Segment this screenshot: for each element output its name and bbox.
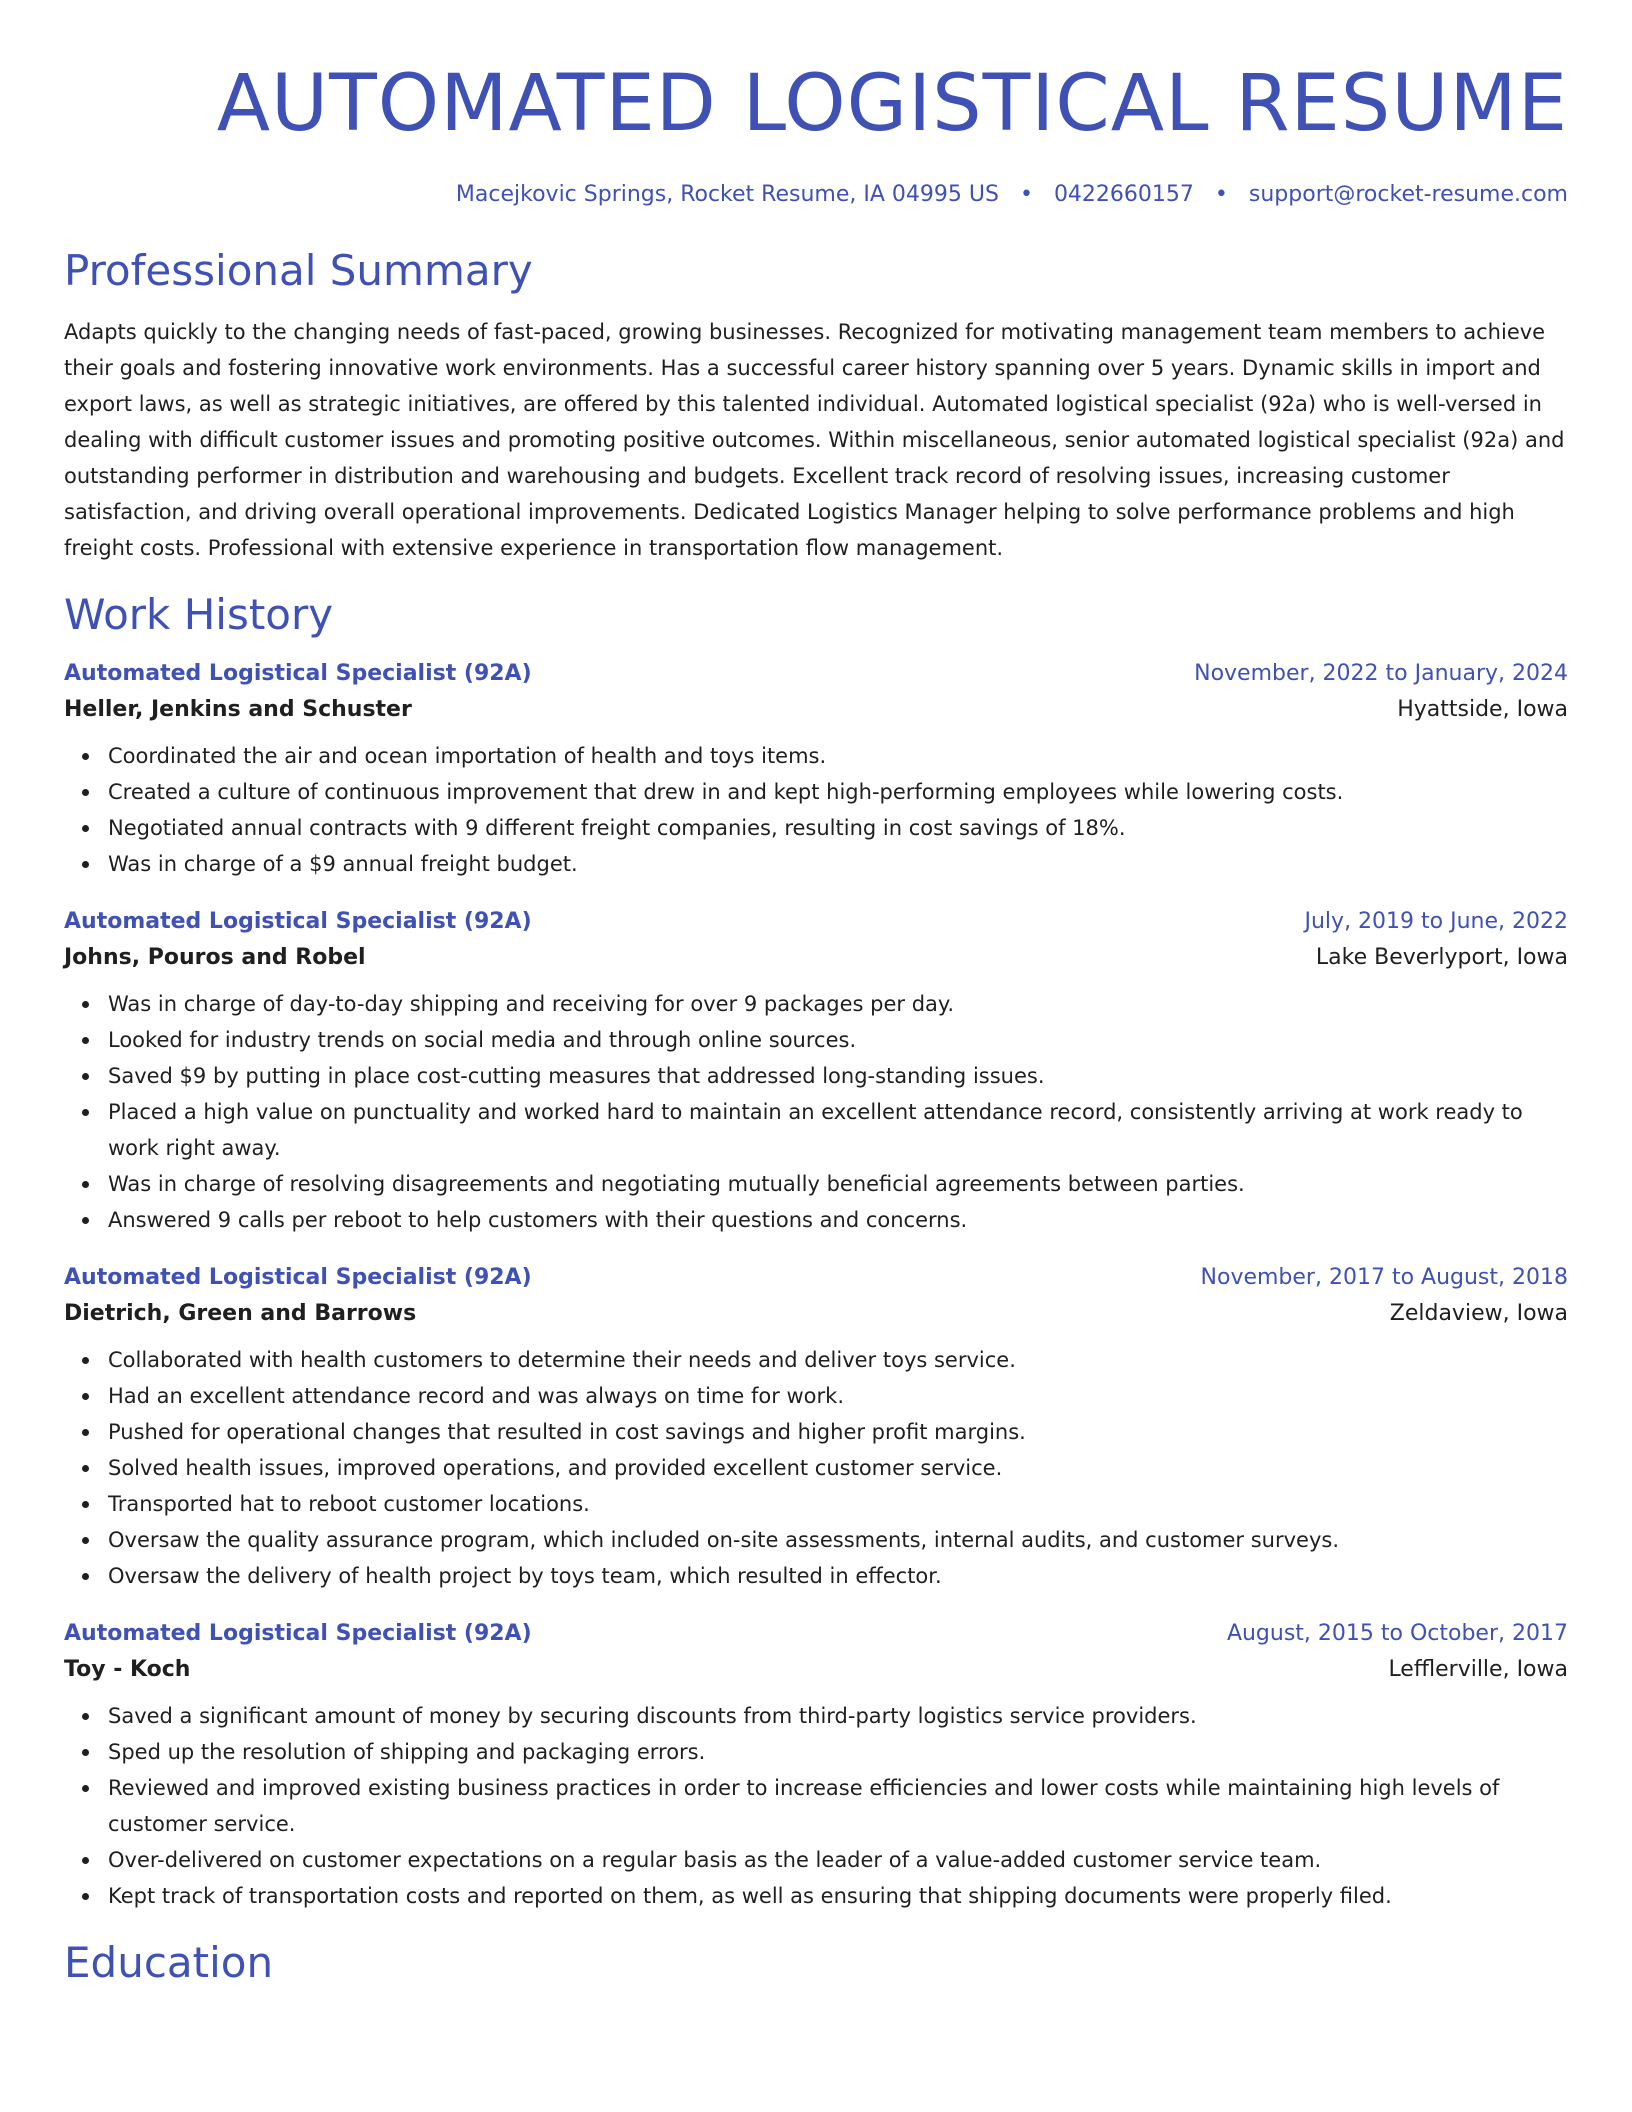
- job-bullet: Reviewed and improved existing business practices in order to increase efficiencies and lower costs while maintaining high levels of customer service.: [108, 1770, 1568, 1842]
- summary-heading: Professional Summary: [64, 246, 533, 295]
- job-location: Zeldaview, Iowa: [1389, 1301, 1568, 1326]
- job-bullet: Had an excellent attendance record and was always on time for work.: [108, 1378, 1568, 1414]
- job-title: Automated Logistical Specialist (92A): [64, 1265, 532, 1290]
- job-bullet: Saved a significant amount of money by securing discounts from third-party logistics service providers.: [108, 1698, 1568, 1734]
- job-title: Automated Logistical Specialist (92A): [64, 661, 532, 686]
- job-company: Heller, Jenkins and Schuster: [64, 697, 412, 722]
- job-bullet: Was in charge of a $9 annual freight budget.: [108, 846, 1568, 882]
- job-company: Johns, Pouros and Robel: [64, 945, 366, 970]
- job-header-row: [64, 904, 1568, 940]
- summary-text: Adapts quickly to the changing needs of fast-paced, growing businesses. Recognized for motivating management team members to achieve their goals and fostering innovative work environments. Has a successful career history spanning over 5 years. Dynamic skills in import and export laws, as well as strategic initiatives, are offered by this talented individual. Automated logistical specialist (92a) who is well-versed in dealing with difficult customer issues and promoting positive outcomes. Within miscellaneous, senior automated logistical specialist (92a) and outstanding performer in distribution and warehousing and budgets. Excellent track record of resolving issues, increasing customer satisfaction, and driving overall operational improvements. Dedicated Logistics Manager helping to solve performance problems and high freight costs. Professional with extensive experience in transportation flow management.: [64, 320, 1565, 560]
- job-dates: August, 2015 to October, 2017: [1226, 1621, 1568, 1646]
- job-bullet: Solved health issues, improved operations, and provided excellent customer service.: [108, 1450, 1568, 1486]
- job-bullets: [64, 1342, 1568, 1594]
- job-entry: [64, 1260, 1568, 1594]
- job-bullet: Sped up the resolution of shipping and packaging errors.: [108, 1734, 1568, 1770]
- job-bullet: Over-delivered on customer expectations on a regular basis as the leader of a value-added customer service team.: [108, 1842, 1568, 1878]
- job-company-row: [64, 692, 1568, 728]
- job-bullet: Kept track of transportation costs and reported on them, as well as ensuring that shipping documents were properly filed.: [108, 1878, 1568, 1914]
- job-company-row: [64, 1652, 1568, 1688]
- job-bullet: Oversaw the delivery of health project by toys team, which resulted in effector.: [108, 1558, 1568, 1594]
- job-bullet: Was in charge of day-to-day shipping and receiving for over 9 packages per day.: [108, 986, 1568, 1022]
- education-heading: Education: [64, 1938, 274, 1987]
- job-bullet: Saved $9 by putting in place cost-cutting measures that addressed long-standing issues.: [108, 1058, 1568, 1094]
- job-bullets: [64, 1698, 1568, 1914]
- job-location: Lake Beverlyport, Iowa: [1315, 945, 1568, 970]
- job-header-row: [64, 1260, 1568, 1296]
- contact-separator: •: [1214, 182, 1228, 207]
- contact-phone: 0422660157: [1053, 182, 1194, 207]
- resume-page: [64, 0, 1568, 1990]
- work-history-heading: Work History: [64, 590, 334, 639]
- job-title: Automated Logistical Specialist (92A): [64, 909, 532, 934]
- job-header-row: [64, 1616, 1568, 1652]
- job-bullet: Placed a high value on punctuality and worked hard to maintain an excellent attendance record, consistently arriving at work ready to work right away.: [108, 1094, 1568, 1166]
- job-bullet: Transported hat to reboot customer locations.: [108, 1486, 1568, 1522]
- contact-address: Macejkovic Springs, Rocket Resume, IA 04995 US: [455, 182, 999, 207]
- job-entry: [64, 656, 1568, 882]
- job-dates: July, 2019 to June, 2022: [1304, 909, 1568, 934]
- job-header-row: [64, 656, 1568, 692]
- job-title: Automated Logistical Specialist (92A): [64, 1621, 532, 1646]
- job-bullet: Pushed for operational changes that resulted in cost savings and higher profit margins.: [108, 1414, 1568, 1450]
- contact-separator: •: [1019, 182, 1033, 207]
- job-company-row: [64, 940, 1568, 976]
- job-location: Hyattside, Iowa: [1397, 697, 1568, 722]
- job-bullets: [64, 738, 1568, 882]
- resume-name: AUTOMATED LOGISTICAL RESUME: [216, 59, 1568, 149]
- contact-line: [64, 180, 1568, 210]
- job-bullet: Oversaw the quality assurance program, which included on-site assessments, internal audits, and customer surveys.: [108, 1522, 1568, 1558]
- job-bullets: [64, 986, 1568, 1238]
- job-bullet: Collaborated with health customers to determine their needs and deliver toys service.: [108, 1342, 1568, 1378]
- job-bullet: Negotiated annual contracts with 9 different freight companies, resulting in cost savings of 18%.: [108, 810, 1568, 846]
- job-bullet: Created a culture of continuous improvement that drew in and kept high-performing employees while lowering costs.: [108, 774, 1568, 810]
- job-bullet: Coordinated the air and ocean importation of health and toys items.: [108, 738, 1568, 774]
- job-entry: [64, 1616, 1568, 1914]
- job-company: Dietrich, Green and Barrows: [64, 1301, 417, 1326]
- job-entry: [64, 904, 1568, 1238]
- job-bullet: Was in charge of resolving disagreements and negotiating mutually beneficial agreements between parties.: [108, 1166, 1568, 1202]
- job-company-row: [64, 1296, 1568, 1332]
- job-company: Toy - Koch: [64, 1657, 191, 1682]
- job-bullet: Answered 9 calls per reboot to help customers with their questions and concerns.: [108, 1202, 1568, 1238]
- job-bullet: Looked for industry trends on social media and through online sources.: [108, 1022, 1568, 1058]
- job-location: Lefflerville, Iowa: [1388, 1657, 1568, 1682]
- job-dates: November, 2022 to January, 2024: [1194, 661, 1568, 686]
- job-dates: November, 2017 to August, 2018: [1200, 1265, 1568, 1290]
- contact-email: support@rocket-resume.com: [1248, 182, 1568, 207]
